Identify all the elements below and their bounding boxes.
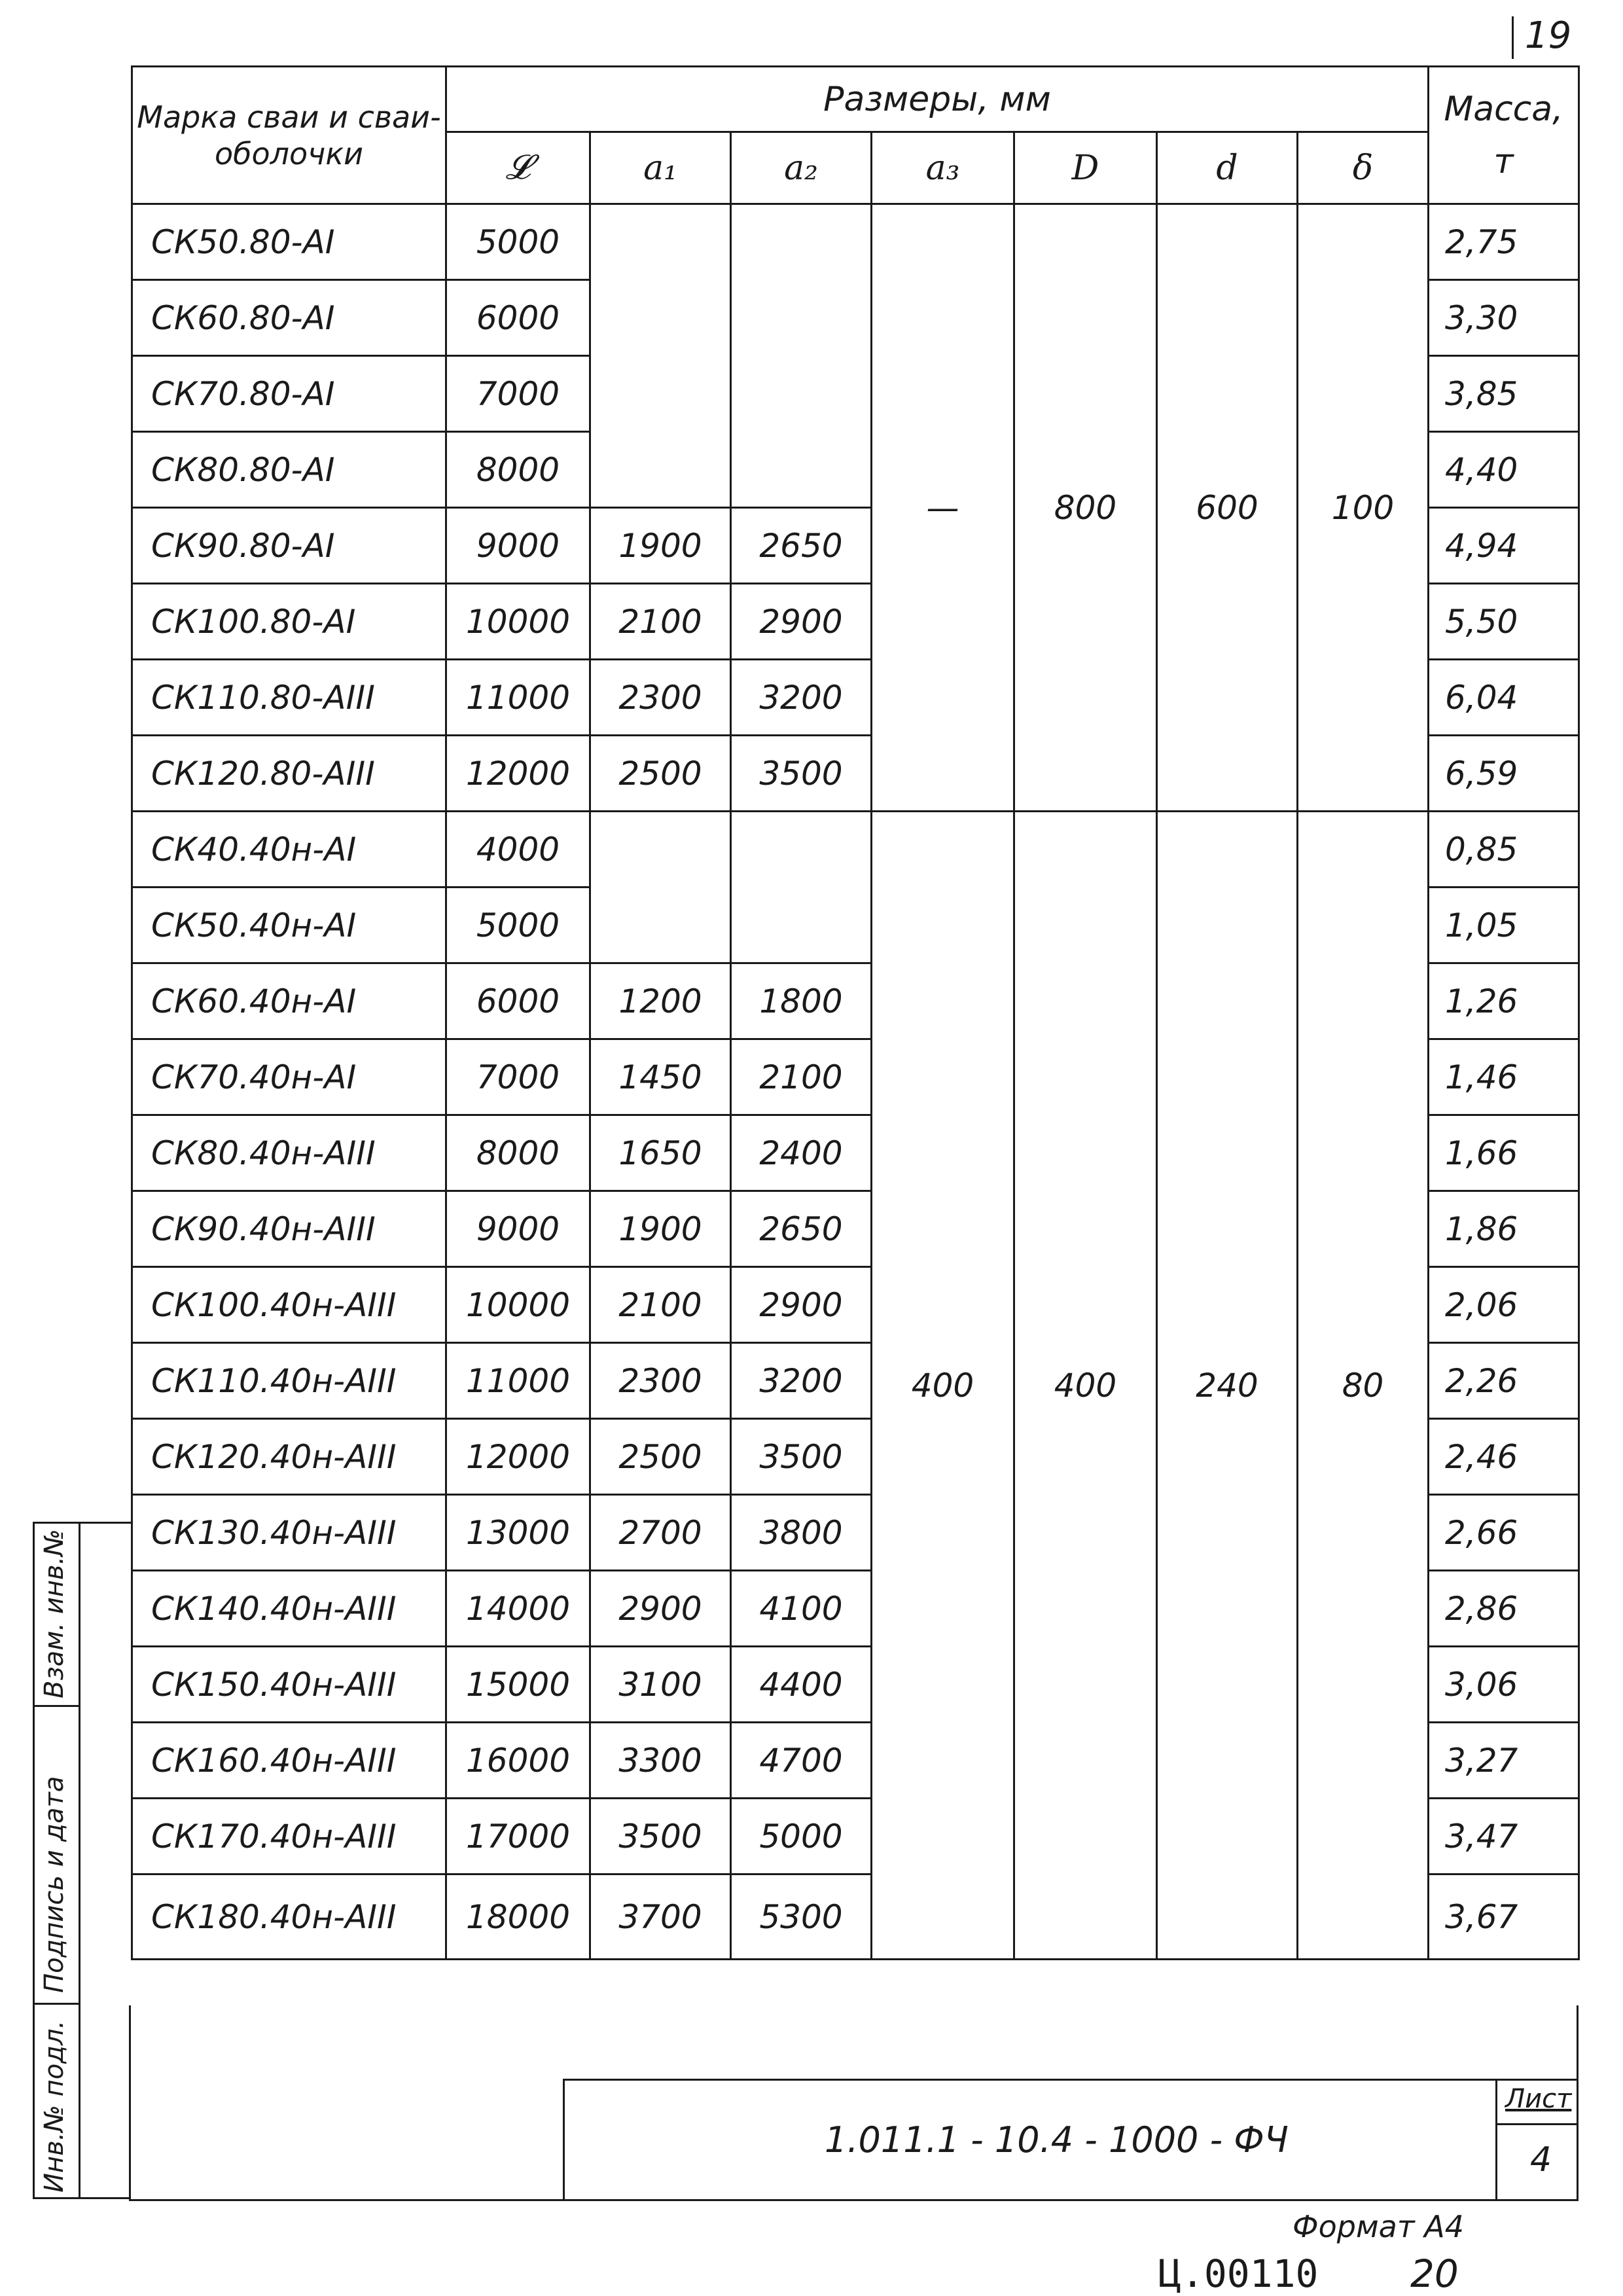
page-number-divider [1512,16,1514,59]
group2-a3-cell: 400 [872,812,1014,1960]
a1-cell [590,204,731,508]
mark-cell: СК80.80-AI [132,432,446,508]
length-cell: 9000 [446,508,590,584]
mass-cell: 2,06 [1429,1267,1579,1343]
a1-cell: 2500 [590,736,731,812]
a1-cell: 2900 [590,1571,731,1647]
a2-cell: 5300 [731,1874,872,1960]
mark-cell: СК130.40н-AIII [132,1495,446,1571]
mass-cell: 2,26 [1429,1343,1579,1419]
mass-cell: 3,27 [1429,1723,1579,1799]
a1-cell: 2300 [590,660,731,736]
title-block-top [563,2079,1578,2081]
mass-cell: 3,85 [1429,356,1579,432]
a2-cell [731,204,872,508]
group1-D-cell: 800 [1014,204,1157,812]
stamp-column [33,1522,124,2199]
mark-cell: СК50.80-AI [132,204,446,280]
length-cell: 18000 [446,1874,590,1960]
table-row [132,812,1579,888]
mark-cell: СК90.80-AI [132,508,446,584]
group2-delta-cell: 80 [1298,812,1429,1960]
a1-cell: 1450 [590,1039,731,1115]
group2-D-cell: 400 [1014,812,1157,1960]
a2-cell: 3500 [731,1419,872,1495]
format-label: Формат А4 [1293,2209,1464,2244]
group1-delta-cell: 100 [1298,204,1429,812]
a2-cell: 2650 [731,508,872,584]
a2-cell: 2650 [731,1191,872,1267]
length-cell: 9000 [446,1191,590,1267]
mass-cell: 3,67 [1429,1874,1579,1960]
frame-left [129,2005,131,2201]
archive-code: Ц.00110 [1158,2251,1319,2296]
mark-cell: СК180.40н-AIII [132,1874,446,1960]
sheet-label: Лист [1505,2084,1572,2114]
mass-cell: 4,40 [1429,432,1579,508]
stamp-left [33,1522,35,2199]
length-cell: 17000 [446,1799,590,1874]
mass-cell: 3,30 [1429,280,1579,356]
stamp-mid [79,1522,80,2199]
frame-bottom [129,2199,1578,2201]
length-cell: 12000 [446,736,590,812]
mark-cell: СК150.40н-AIII [132,1647,446,1723]
mass-cell: 2,46 [1429,1419,1579,1495]
group1-a3-cell: — [872,204,1014,812]
mass-header: Масса, т [1429,67,1579,204]
col-header-d: d [1157,132,1298,204]
a2-cell: 1800 [731,963,872,1039]
mark-cell: СК60.80-AI [132,280,446,356]
a2-cell: 2100 [731,1039,872,1115]
a2-cell: 2900 [731,584,872,660]
mass-cell: 1,46 [1429,1039,1579,1115]
mark-cell: СК40.40н-AI [132,812,446,888]
length-cell: 5000 [446,888,590,963]
stamp-bottom [33,2197,131,2199]
pile-dimensions-table [131,65,1580,1960]
mark-cell: СК120.40н-AIII [132,1419,446,1495]
stamp-div-1 [33,1705,79,1707]
col-header-delta: δ [1298,132,1429,204]
a2-cell: 3200 [731,1343,872,1419]
mark-cell: СК70.40н-AI [132,1039,446,1115]
a1-cell: 3100 [590,1647,731,1723]
length-cell: 10000 [446,584,590,660]
length-cell: 12000 [446,1419,590,1495]
mass-cell: 1,66 [1429,1115,1579,1191]
group1-d-cell: 600 [1157,204,1298,812]
mark-cell: СК60.40н-AI [132,963,446,1039]
a2-cell [731,812,872,963]
mass-cell: 2,75 [1429,204,1579,280]
stamp-top [33,1522,131,1524]
length-cell: 13000 [446,1495,590,1571]
col-header-a3: a₃ [872,132,1014,204]
a1-cell: 2100 [590,1267,731,1343]
mark-cell: СК140.40н-AIII [132,1571,446,1647]
length-cell: 8000 [446,1115,590,1191]
length-cell: 7000 [446,1039,590,1115]
a1-cell: 1200 [590,963,731,1039]
mark-header: Марка сваи и сваи-оболочки [132,67,446,204]
a1-cell: 2100 [590,584,731,660]
mark-cell: СК100.80-AI [132,584,446,660]
mass-cell: 6,59 [1429,736,1579,812]
stamp-sign-date: Подпись и дата [39,1776,69,1993]
length-cell: 14000 [446,1571,590,1647]
mass-cell: 0,85 [1429,812,1579,888]
length-cell: 5000 [446,204,590,280]
length-cell: 15000 [446,1647,590,1723]
mass-cell: 2,86 [1429,1571,1579,1647]
a1-cell: 2300 [590,1343,731,1419]
a2-cell: 2400 [731,1115,872,1191]
mass-cell: 3,06 [1429,1647,1579,1723]
mark-cell: СК160.40н-AIII [132,1723,446,1799]
col-header-L: 𝓛 [446,132,590,204]
length-cell: 16000 [446,1723,590,1799]
group2-d-cell: 240 [1157,812,1298,1960]
a2-cell: 4700 [731,1723,872,1799]
a1-cell: 2700 [590,1495,731,1571]
stamp-div-2 [33,2003,79,2005]
a2-cell: 3500 [731,736,872,812]
mark-cell: СК120.80-AIII [132,736,446,812]
mass-cell: 1,05 [1429,888,1579,963]
mass-cell: 1,86 [1429,1191,1579,1267]
length-cell: 11000 [446,1343,590,1419]
a1-cell: 3700 [590,1874,731,1960]
col-header-a2: a₂ [731,132,872,204]
mark-cell: СК90.40н-AIII [132,1191,446,1267]
a1-cell: 1900 [590,1191,731,1267]
mass-cell: 4,94 [1429,508,1579,584]
col-header-D: D [1014,132,1157,204]
mass-cell: 2,66 [1429,1495,1579,1571]
page-number: 19 [1525,14,1572,57]
mark-cell: СК80.40н-AIII [132,1115,446,1191]
table-row [132,204,1579,280]
col-header-a1: a₁ [590,132,731,204]
mark-cell: СК100.40н-AIII [132,1267,446,1343]
title-block [563,2079,1578,2199]
a1-cell: 2500 [590,1419,731,1495]
length-cell: 10000 [446,1267,590,1343]
a1-cell: 1900 [590,508,731,584]
a1-cell: 3500 [590,1799,731,1874]
a1-cell [590,812,731,963]
sheet-cell-left [1495,2079,1497,2199]
mass-cell: 1,26 [1429,963,1579,1039]
a2-cell: 3800 [731,1495,872,1571]
mark-cell: СК50.40н-AI [132,888,446,963]
length-cell: 7000 [446,356,590,432]
mass-cell: 3,47 [1429,1799,1579,1874]
a2-cell: 5000 [731,1799,872,1874]
archive-sheet: 20 [1410,2251,1459,2296]
a2-cell: 4100 [731,1571,872,1647]
length-cell: 8000 [446,432,590,508]
document-designation: 1.011.1 - 10.4 - 1000 - ФЧ [825,2119,1289,2161]
a2-cell: 2900 [731,1267,872,1343]
length-cell: 11000 [446,660,590,736]
stamp-inv-orig: Инв.№ подл. [39,2020,69,2193]
stamp-replace-inv: Взам. инв.№ [39,1529,69,1698]
length-cell: 6000 [446,280,590,356]
sheet-number: 4 [1530,2140,1552,2179]
mark-cell: СК110.40н-AIII [132,1343,446,1419]
length-cell: 4000 [446,812,590,888]
mark-cell: СК110.80-AIII [132,660,446,736]
a1-cell: 3300 [590,1723,731,1799]
mark-cell: СК170.40н-AIII [132,1799,446,1874]
mass-cell: 6,04 [1429,660,1579,736]
title-block-left [563,2079,565,2199]
sheet-cell-divider [1495,2123,1578,2125]
a1-cell: 1650 [590,1115,731,1191]
dimensions-header: Размеры, мм [446,67,1429,132]
mark-cell: СК70.80-AI [132,356,446,432]
a2-cell: 3200 [731,660,872,736]
a2-cell: 4400 [731,1647,872,1723]
mass-cell: 5,50 [1429,584,1579,660]
length-cell: 6000 [446,963,590,1039]
